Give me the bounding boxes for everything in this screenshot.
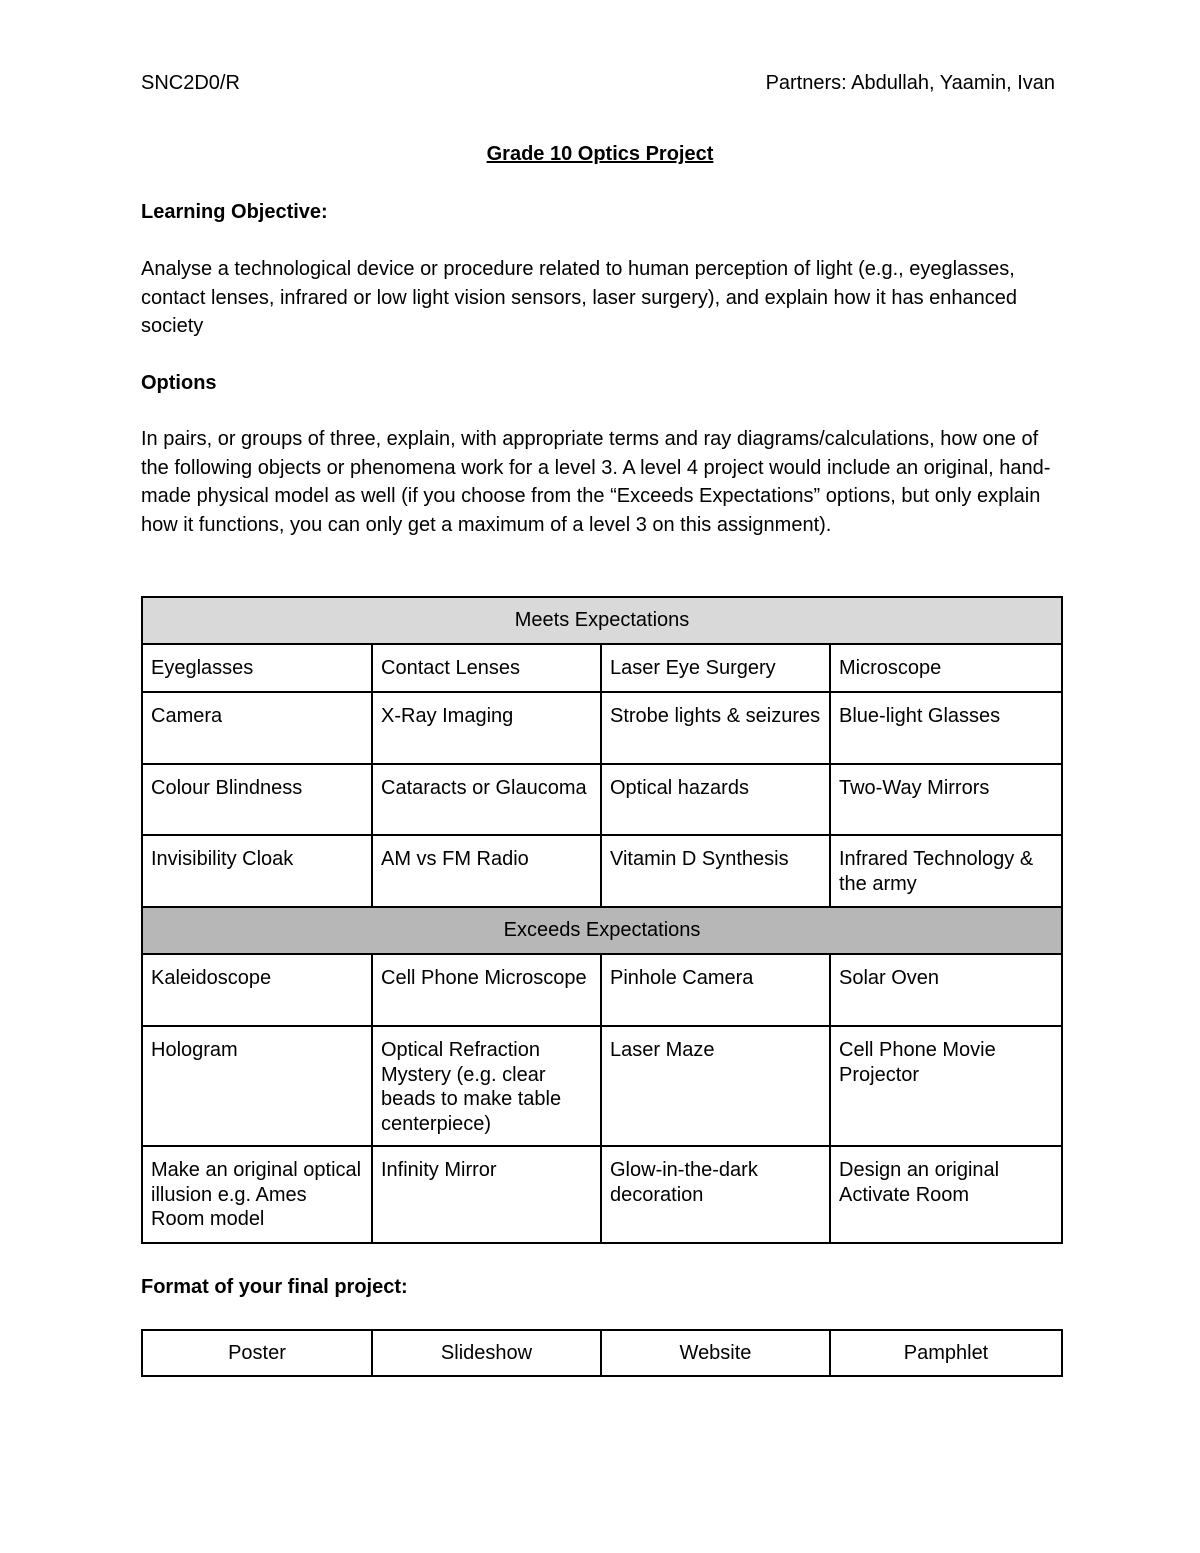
table-cell: X-Ray Imaging [372, 692, 601, 764]
learning-objective-heading: Learning Objective: [141, 201, 328, 223]
table-cell: Optical hazards [601, 764, 830, 835]
partners-line: Partners: Abdullah, Yaamin, Ivan [765, 72, 1055, 94]
format-option-slideshow: Slideshow [372, 1330, 601, 1376]
table-cell: Blue-light Glasses [830, 692, 1062, 764]
table-row [142, 1146, 1062, 1243]
table-cell: Contact Lenses [372, 644, 601, 692]
course-code: SNC2D0/R [141, 72, 240, 94]
exceeds-expectations-band: Exceeds Expectations [142, 907, 1062, 954]
table-row [142, 644, 1062, 692]
options-text: In pairs, or groups of three, explain, with appropriate terms and ray diagrams/calculations, how one of the following objects or phenomena work for a level 3. A level 4 project would include an original, hand-made physical model as well (if you choose from the “Exceeds Expectations” options, but only explain how it functions, you can only get a maximum of a level 3 on this assignment). [141, 428, 1051, 536]
table-cell: Cell Phone Microscope [372, 954, 601, 1026]
table-cell: Pinhole Camera [601, 954, 830, 1026]
table-cell: Laser Eye Surgery [601, 644, 830, 692]
table-cell: Eyeglasses [142, 644, 372, 692]
exceeds-expectations-row [142, 907, 1062, 954]
format-option-poster: Poster [142, 1330, 372, 1376]
table-row [142, 692, 1062, 764]
table-row [142, 1330, 1062, 1376]
table-cell: Infrared Technology & the army [830, 835, 1062, 907]
format-option-website: Website [601, 1330, 830, 1376]
table-cell: Solar Oven [830, 954, 1062, 1026]
learning-objective-text: Analyse a technological device or procedure related to human perception of light (e.g., eyeglasses, contact lenses, infrared or low light vision sensors, laser surgery), and explain how it has enhanced society [141, 258, 1018, 338]
table-row [142, 835, 1062, 907]
format-table [141, 1329, 1063, 1377]
table-cell: Glow-in-the-dark decoration [601, 1146, 830, 1243]
table-cell: Vitamin D Synthesis [601, 835, 830, 907]
table-cell: Strobe lights & seizures [601, 692, 830, 764]
options-heading: Options [141, 372, 217, 394]
table-row [142, 764, 1062, 835]
table-cell: Infinity Mirror [372, 1146, 601, 1243]
document-title: Grade 10 Optics Project [486, 143, 714, 165]
table-cell: Two-Way Mirrors [830, 764, 1062, 835]
format-option-pamphlet: Pamphlet [830, 1330, 1062, 1376]
table-cell: AM vs FM Radio [372, 835, 601, 907]
table-cell: Make an original optical illusion e.g. Ames Room model [142, 1146, 372, 1243]
table-row [142, 1026, 1062, 1146]
table-cell: Optical Refraction Mystery (e.g. clear beads to make table centerpiece) [372, 1026, 601, 1146]
table-cell: Cataracts or Glaucoma [372, 764, 601, 835]
table-cell: Hologram [142, 1026, 372, 1146]
table-cell: Microscope [830, 644, 1062, 692]
table-row [142, 954, 1062, 1026]
table-cell: Camera [142, 692, 372, 764]
options-table [141, 596, 1063, 1244]
table-cell: Cell Phone Movie Projector [830, 1026, 1062, 1146]
table-cell: Laser Maze [601, 1026, 830, 1146]
table-cell: Colour Blindness [142, 764, 372, 835]
format-heading: Format of your final project: [141, 1276, 408, 1298]
table-cell: Design an original Activate Room [830, 1146, 1062, 1243]
meets-expectations-row [142, 597, 1062, 644]
table-cell: Kaleidoscope [142, 954, 372, 1026]
table-cell: Invisibility Cloak [142, 835, 372, 907]
meets-expectations-band: Meets Expectations [142, 597, 1062, 644]
